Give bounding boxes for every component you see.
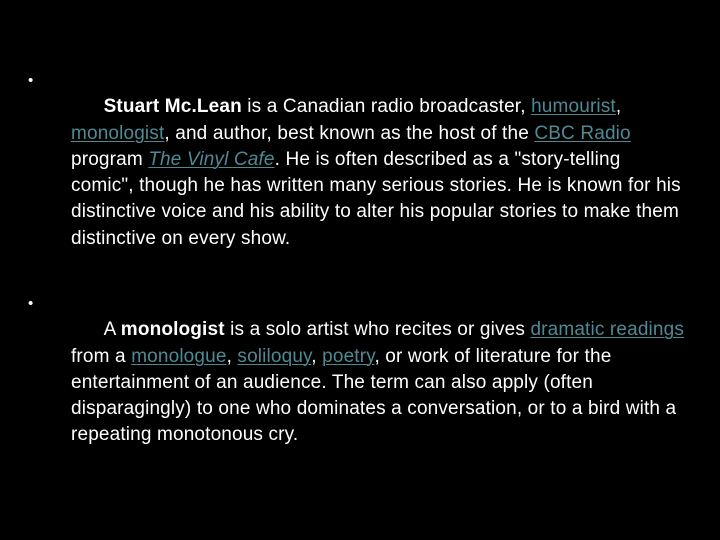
text-run: , and author, best known as the host of the <box>164 122 535 144</box>
text-run: . He is often described as a "story-telling comic", though he has written many serious stories. He is known for his distinctive voice and his ability to alter his popular stories to make them distinctive on every show. <box>71 148 687 249</box>
text-run: , <box>226 345 238 367</box>
link-soliloquy[interactable]: soliloquy <box>237 345 312 367</box>
link-poetry[interactable]: poetry <box>322 345 375 367</box>
bold-term: Stuart Mc.Lean <box>103 96 242 118</box>
link-monologist[interactable]: monologist <box>71 122 165 144</box>
bullet-marker: • <box>28 72 34 89</box>
text-run: , <box>311 345 323 367</box>
link-monologue[interactable]: monologue <box>131 345 227 367</box>
bullet-marker: • <box>28 295 34 312</box>
text-run: is a Canadian radio broadcaster, <box>241 96 532 118</box>
link-cbc-radio[interactable]: CBC Radio <box>534 122 631 144</box>
bullet-monologist <box>28 291 688 475</box>
text-run: A <box>103 319 121 341</box>
link-the-vinyl-cafe[interactable]: The Vinyl Cafe <box>148 148 275 170</box>
text-run: , or work of literature for the entertainment of an audience. The term can also apply (often disparagingly) to one who dominates a conversation, or to a bird with a repeating monotonous cry. <box>71 345 682 446</box>
text-run: , <box>615 96 627 118</box>
text-run: is a solo artist who recites or gives <box>224 319 531 341</box>
text-run: program <box>71 122 637 170</box>
bullet-text <box>71 68 688 278</box>
bullet-text <box>71 291 688 475</box>
bold-term: monologist <box>120 319 225 341</box>
link-humourist[interactable]: humourist <box>531 96 616 118</box>
link-dramatic-readings[interactable]: dramatic readings <box>530 319 685 341</box>
text-run: from a <box>71 319 690 367</box>
bullet-stuart-mclean <box>28 68 688 278</box>
